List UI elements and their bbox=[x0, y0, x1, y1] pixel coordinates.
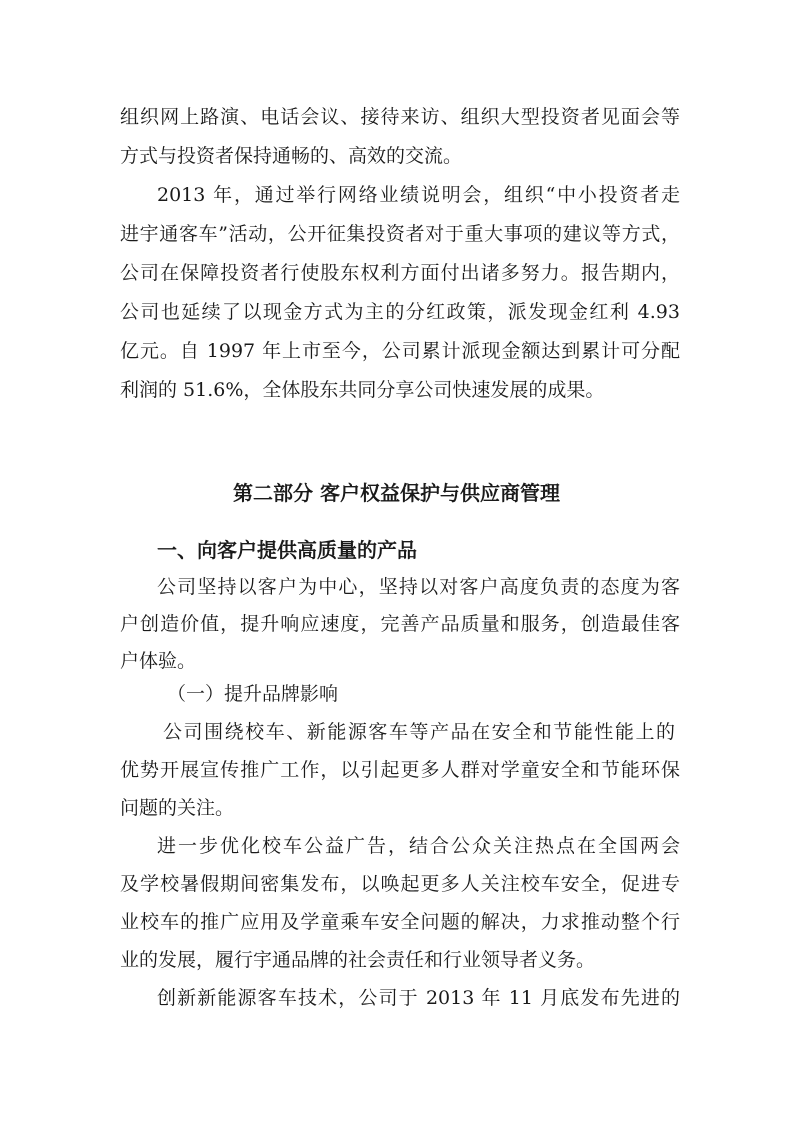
paragraph-line: 优势开展宣传推广工作，以引起更多人群对学童安全和节能环保 bbox=[120, 759, 680, 781]
paragraph-line: 公司坚持以客户为中心，坚持以对客户高度负责的态度为客 bbox=[157, 576, 680, 598]
paragraph-line: 利润的 51.6%，全体股东共同分享公司快速发展的成果。 bbox=[120, 379, 605, 401]
paragraph-line: 及学校暑假期间密集发布，以唤起更多人关注校车安全，促进专 bbox=[120, 873, 680, 895]
paragraph-line: 业校车的推广应用及学童乘车安全问题的解决，力求推动整个行 bbox=[120, 911, 680, 933]
paragraph-line: 组织网上路演、电话会议、接待来访、组织大型投资者见面会等 bbox=[120, 106, 680, 128]
paragraph-line: 公司也延续了以现金方式为主的分红政策，派发现金红利 4.93 bbox=[120, 301, 680, 323]
paragraph-line: 方式与投资者保持通畅的、高效的交流。 bbox=[120, 145, 463, 167]
paragraph-line: 进宇通客车”活动，公开征集投资者对于重大事项的建议等方式， bbox=[120, 223, 680, 245]
subsection-heading: 一、向客户提供高质量的产品 bbox=[157, 538, 417, 562]
paragraph-line: 亿元。自 1997 年上市至今，公司累计派现金额达到累计可分配 bbox=[120, 340, 680, 362]
paragraph-line: 公司围绕校车、新能源客车等产品在安全和节能性能上的 bbox=[163, 721, 675, 743]
paragraph-line: 业的发展，履行宇通品牌的社会责任和行业领导者义务。 bbox=[120, 949, 596, 971]
paragraph-line: 户体验。 bbox=[120, 650, 197, 672]
paragraph-line: 公司在保障投资者行使股东权利方面付出诸多努力。报告期内， bbox=[120, 262, 680, 284]
paragraph-line: 创新新能源客车技术，公司于 2013 年 11 月底发布先进的 bbox=[157, 987, 680, 1009]
subsubsection-heading: （一）提升品牌影响 bbox=[167, 683, 339, 705]
paragraph-line: 问题的关注。 bbox=[120, 797, 235, 819]
section-title: 第二部分 客户权益保护与供应商管理 bbox=[233, 481, 560, 505]
paragraph-line: 户创造价值，提升响应速度，完善产品质量和服务，创造最佳客 bbox=[120, 613, 680, 635]
paragraph-line: 进一步优化校车公益广告，结合公众关注热点在全国两会 bbox=[157, 835, 680, 857]
paragraph-line: 2013 年，通过举行网络业绩说明会，组织“中小投资者走 bbox=[157, 184, 680, 206]
